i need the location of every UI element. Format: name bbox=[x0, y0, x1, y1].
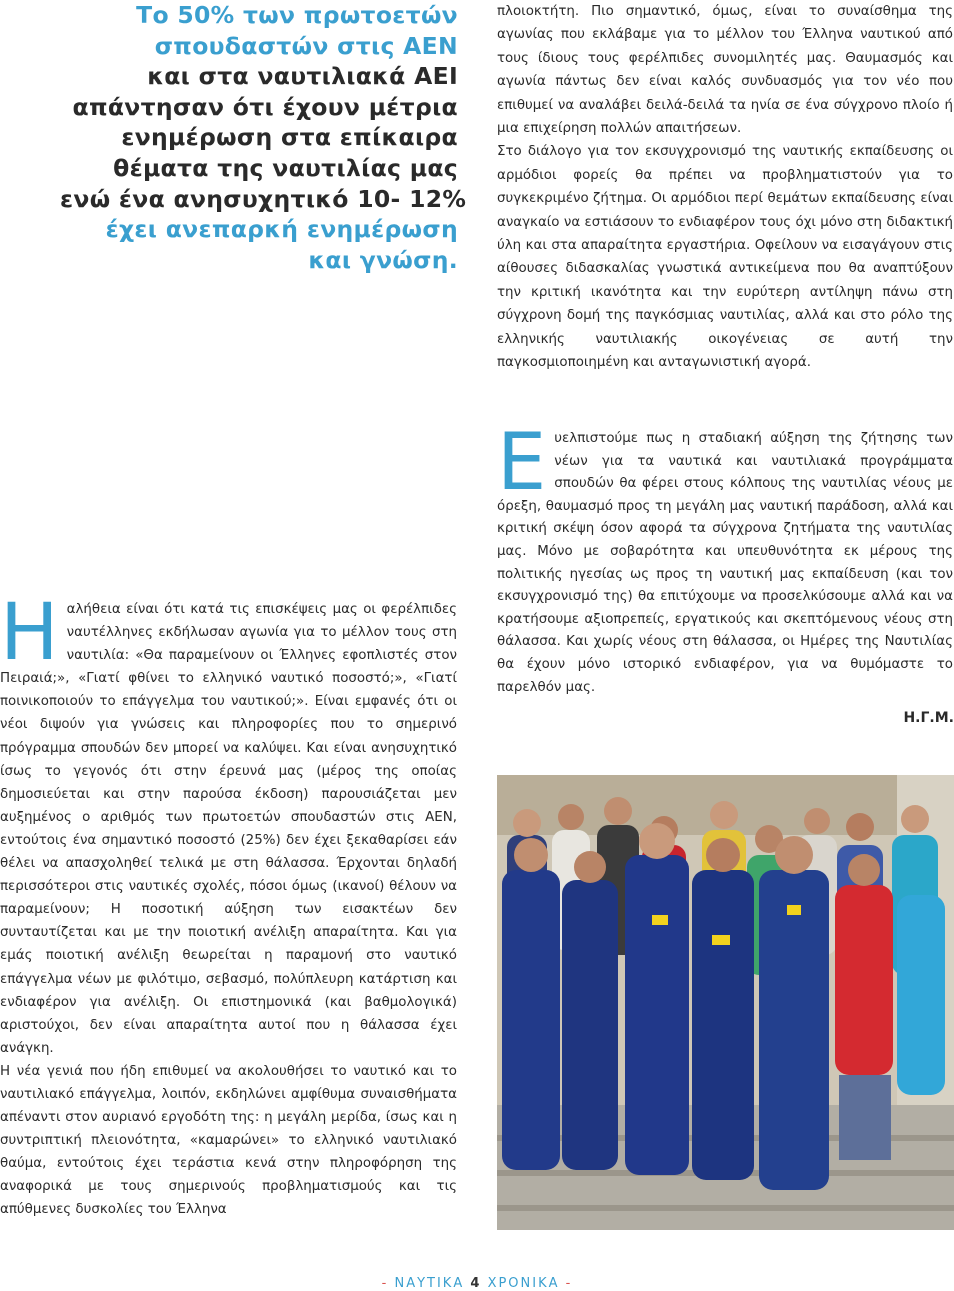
group-photo bbox=[497, 775, 954, 1230]
pull-quote-line: και γνώση. bbox=[308, 245, 458, 274]
page-footer bbox=[0, 1276, 954, 1291]
author-signature: Η.Γ.Μ. bbox=[903, 710, 954, 726]
article-column-left bbox=[0, 588, 457, 1222]
pull-quote-line: έχει ανεπαρκή ενημέρωση bbox=[105, 215, 458, 244]
article-column-right-top bbox=[497, 0, 953, 375]
drop-cap: Ε bbox=[497, 418, 547, 508]
footer-dash: - bbox=[381, 1276, 389, 1291]
footer-dash: - bbox=[565, 1276, 573, 1291]
group-photo-image bbox=[497, 775, 954, 1230]
paragraph: υελπιστούμε πως η σταδιακή αύξηση της ζήτησης των νέων για τα ναυτικά και ναυτιλιακά προγράμματα σπουδών θα φέρει στους κόλπους της ναυτιλίας νέους με όρεξη, θαυμασμό προς τη μεγάλη μας ναυτική παράδοση, αλλά και κριτική σκέψη όσον αφορά τα σύγχρονα ζητήματα της ναυτιλίας μας. Μόνο με σοβαρότητα και υπευθυνότητα εκ μέρους της πολιτικής ηγεσίας ως προς τη ναυτική μας εκπαίδευση (και τον εκσυγχρονισμό της) θα επιτύχουμε να προσελκύσουμε αλλά και να κρατήσουμε αξιοπρεπείς, εργατικούς και σκεπτόμενους νέους στη θάλασσα. Και χωρίς νέους στη θάλασσα, οι Ημέρες της Ναυτιλίας θα έχουν μόνο ιστορικό ενδιαφέρον, για να θυμόμαστε το παρελθόν μας. bbox=[497, 431, 953, 695]
pull-quote-line: ενημέρωση στα επίκαιρα bbox=[121, 123, 458, 152]
paragraph: Η νέα γενιά που ήδη επιθυμεί να ακολουθήσει το ναυτικό και το ναυτιλιακό επάγγελμα, λοιπόν, εκδηλώνει αμφίθυμα συναισθήματα απέναντι στον αυριανό εργοδότη της: η μεγάλη μερίδα, ίσως και η συντριπτική πλειονότητα, «καμαρώνει» το ελληνικό ναυτιλιακό θαύμα, εντούτοις έχει τεράστια κενά στην πληροφόρηση της αναφορικά με τους σημερινούς προβληματισμούς και τις απύθμενες δυσκολίες του Έλληνα bbox=[0, 1063, 457, 1218]
pull-quote-line: ενώ ένα ανησυχητικό 10- 12% bbox=[60, 184, 467, 213]
footer-publication-right: ΧΡΟΝΙΚΑ bbox=[487, 1276, 560, 1291]
paragraph: πλοιοκτήτη. Πιο σημαντικό, όμως, είναι το συναίσθημα της αγωνίας που εκλάβαμε για το μέλλον του Έλληνα ναυτικού από τους ίδιους τους φερέλπιδες συνομιλητές μας. Θαυμασμός και αγωνία πάντως δεν είναι καλός συνδυασμός για τον νέο που επιθυμεί να αναλάβει δειλά-δειλά τα ηνία σε ένα σύγχρονο πλοίο ή μια επιχείρηση πολλών απαιτήσεων. bbox=[497, 4, 953, 137]
pull-quote-line: σπουδαστών στις ΑΕΝ bbox=[154, 31, 458, 60]
paragraph: Στο διάλογο για τον εκσυγχρονισμό της ναυτικής εκπαίδευσης οι αρμόδιοι φορείς θα πρέπει να προβληματιστούν για το συγκεκριμένο ζήτημα. Οι αρμόδιοι περί θεμάτων εκπαίδευσης είναι αναγκαίο να εστιάσουν το ενδιαφέρον τους όχι μόνο στη διδακτική ύλη και στα απαραίτητα εργαστήρια. Οφείλουν να εισαγάγουν στις αίθουσες διδασκαλίας γνωστικά αντικείμενα που θα αναπτύξουν την κριτική ικανότητα και την ευρύτερη αντίληψη πάνω στη σύγχρονη δομή της παγκόσμιας ναυτιλίας, αλλά και στο ρόλο της ελληνικής ναυτιλιακής οικογένειας σε αυτή την παγκοσμιοποιημένη και ανταγωνιστική αγορά. bbox=[497, 144, 953, 371]
pull-quote-line: θέματα της ναυτιλίας μας bbox=[113, 153, 458, 182]
pull-quote-line: απάντησαν ότι έχουν μέτρια bbox=[72, 92, 458, 121]
drop-cap: Η bbox=[0, 588, 59, 678]
pull-quote-line: Το 50% των πρωτοετών bbox=[136, 1, 458, 29]
article-column-right-bottom bbox=[497, 418, 953, 699]
paragraph: αλήθεια είναι ότι κατά τις επισκέψεις μας οι φερέλπιδες ναυτέλληνες εκδήλωσαν αγωνία για το μέλλον τους στη ναυτιλία: «Θα παραμείνουν οι Έλληνες εφοπλιστές στον Πειραιά;», «Γιατί φθίνει το ελληνικό ναυτικό ποσοστό;», «Γιατί ποινικοποιούν το επάγγελμα του ναυτικού;». Είναι εμφανές ότι οι νέοι διψούν για γνώσεις και πληροφορίες που το σημερινό πρόγραμμα σπουδών δεν μπορεί να καλύψει. Και είναι ανησυχητικό ίσως το γεγονός ότι στην έρευνά μας (μέρος της οποίας δημοσιεύεται και στην παρούσα έκδοση) παρουσιάζεται μεν αυξημένος ο αριθμός των πρωτοετών σπουδαστών στις ΑΕΝ, εντούτοις ένα σημαντικό ποσοστό (25%) δεν έχει ξεκαθαρίσει εάν θέλει να απασχοληθεί τελικά με στη θάλασσα. Έρχονται δηλαδή περισσότεροι στις ναυτικές σχολές, πόσοι όμως (ικανοί) θέλουν να παραμείνουν; Η ποσοτική αύξηση των εισακτέων δεν συνταυτίζεται και με την ποιοτική ανέλιξη απαραίτητα. Και για εμάς ποιοτική ανέλιξη θεωρείται η παραμονή στο ναυτικό επάγγελμα νέων με φιλότιμο, σεβασμό, πολύπλευρη κατάρτιση και ενδιαφέρον για ανέλιξη. Οι επιστημονικά (και βαθμολογικά) αριστούχοι, δεν είναι απαραίτητα αυτοί που η θάλασσα έχει ανάγκη. bbox=[0, 602, 457, 1056]
page-number: 4 bbox=[470, 1276, 482, 1291]
pull-quote-line: και στα ναυτιλιακά ΑΕΙ bbox=[147, 62, 458, 91]
pull-quote bbox=[60, 0, 467, 275]
footer-publication-left: ΝΑΥΤΙΚΑ bbox=[394, 1276, 465, 1291]
